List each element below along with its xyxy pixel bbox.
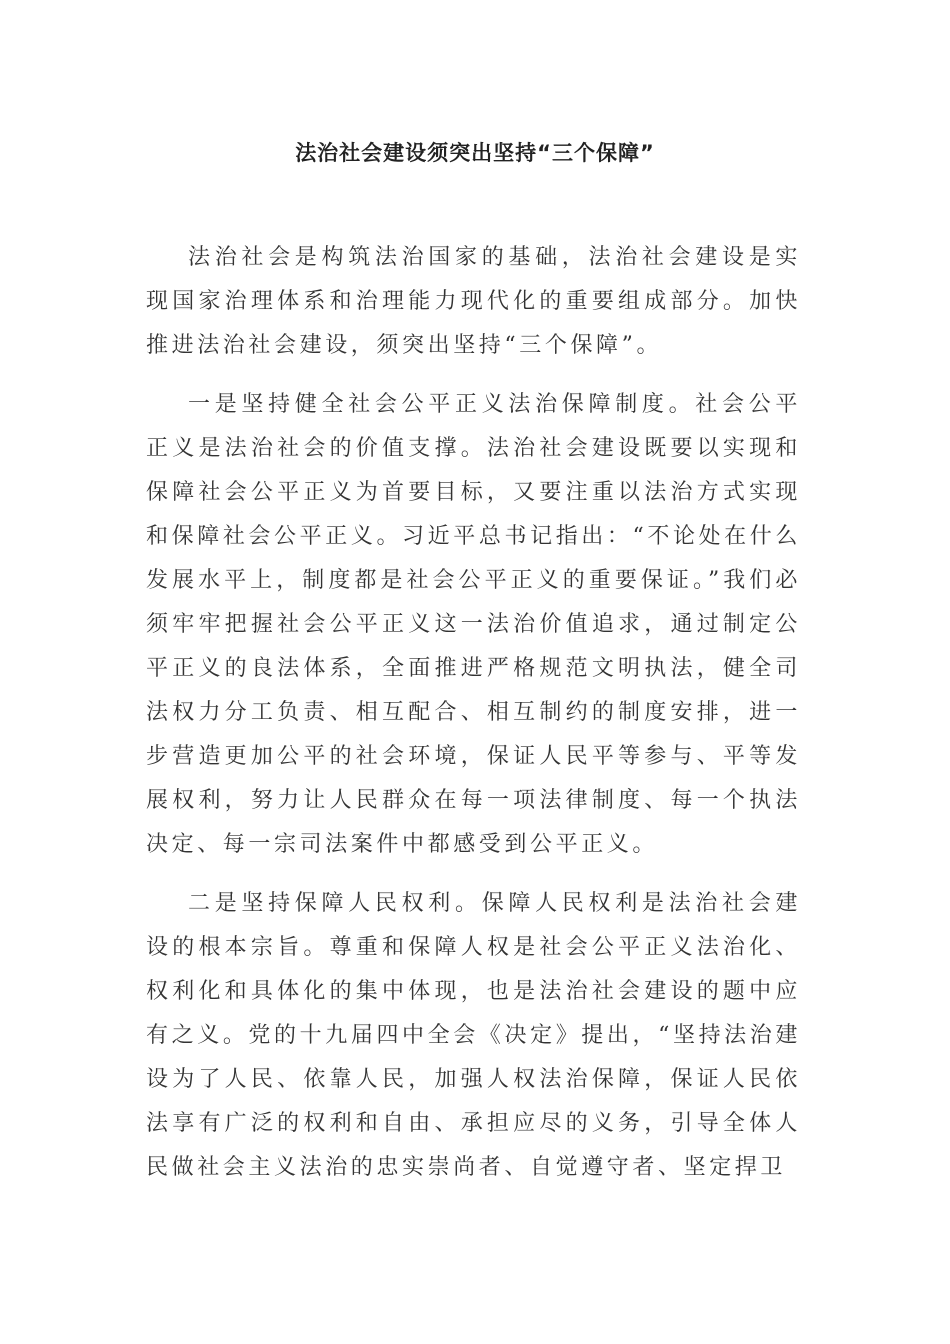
- paragraph-point-two: 二是坚持保障人民权利。保障人民权利是法治社会建设的根本宗旨。尊重和保障人权是社会公平正义法治化、权利化和具体化的集中体现，也是法治社会建设的题中应有之义。党的十九届四中全会《决定》提出，“坚持法治建设为了人民、依靠人民，加强人权法治保障，保证人民依法享有广泛的权利和自由、承担应尽的义务，引导全体人民做社会主义法治的忠实崇尚者、自觉遵守者、坚定捍卫: [146, 891, 801, 1180]
- paragraph-intro: 法治社会是构筑法治国家的基础，法治社会建设是实现国家治理体系和治理能力现代化的重要组成部分。加快推进法治社会建设，须突出坚持“三个保障”。: [146, 245, 801, 358]
- document-title: 法治社会建设须突出坚持“三个保障”: [295, 141, 655, 165]
- paragraph-point-one: 一是坚持健全社会公平正义法治保障制度。社会公平正义是法治社会的价值支撑。法治社会建设既要以实现和保障社会公平正义为首要目标，又要注重以法治方式实现和保障社会公平正义。习近平总书记指出：“不论处在什么发展水平上，制度都是社会公平正义的重要保证。”我们必须牢牢把握社会公平正义这一法治价值追求，通过制定公平正义的良法体系，全面推进严格规范文明执法，健全司法权力分工负责、相互配合、相互制约的制度安排，进一步营造更加公平的社会环境，保证人民平等参与、平等发展权利，努力让人民群众在每一项法律制度、每一个执法决定、每一宗司法案件中都感受到公平正义。: [146, 392, 801, 857]
- document-body: [146, 236, 801, 1205]
